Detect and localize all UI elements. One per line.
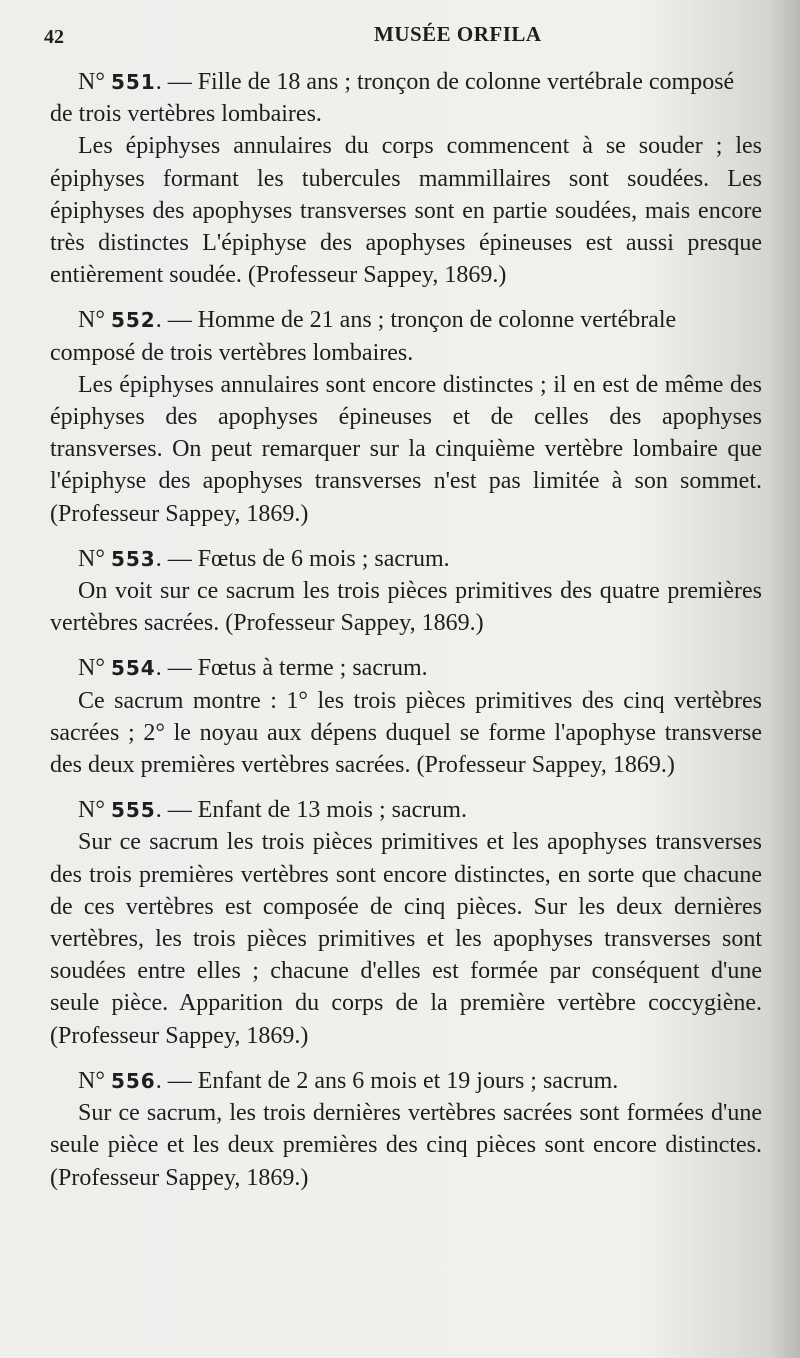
catalog-entry-552 xyxy=(50,304,762,529)
entry-heading xyxy=(50,794,762,826)
catalog-entry-556 xyxy=(50,1065,762,1194)
entry-heading xyxy=(50,304,762,368)
catalog-entry-553 xyxy=(50,543,762,640)
entry-heading xyxy=(50,66,762,130)
entry-body: Sur ce sacrum, les trois dernières vertèbres sacrées sont formées d'une seule pièce et les deux premières des cinq pièces sont encore distinctes. (Professeur Sappey, 1869.) xyxy=(50,1100,762,1191)
entry-description: . — Fœtus à terme ; sacrum. xyxy=(155,655,428,682)
page-number: 42 xyxy=(44,26,64,48)
entry-body: Sur ce sacrum les trois pièces primitives et les apophyses transverses des trois premières vertèbres sont encore distinctes, en sorte que chacune de ces vertèbres est composée de cinq pièces. Sur les deux dernières vertèbres, les trois pièces primitives et les apophyses transverses sont soudées entre elles ; chacune d'elles est formée par conséquent d'une seule pièce. Apparition du corps de la première vertèbre coccygiène. (Professeur Sappey, 1869.) xyxy=(50,829,762,1049)
entry-prefix: N° xyxy=(78,545,105,572)
entry-number: 553 xyxy=(110,546,156,571)
entry-number: 552 xyxy=(110,308,156,333)
entry-description: . — Enfant de 2 ans 6 mois et 19 jours ; sacrum. xyxy=(155,1067,619,1094)
catalog-entries xyxy=(50,66,762,1207)
entry-prefix: N° xyxy=(78,655,105,682)
entry-prefix: N° xyxy=(78,1067,105,1094)
entry-heading xyxy=(50,543,762,575)
entry-number: 556 xyxy=(110,1068,156,1093)
entry-heading xyxy=(50,652,762,684)
page-header-title: MUSÉE ORFILA xyxy=(374,22,542,46)
entry-description: . — Enfant de 13 mois ; sacrum. xyxy=(155,797,467,824)
entry-prefix: N° xyxy=(78,307,105,334)
catalog-entry-555 xyxy=(50,794,762,1052)
entry-prefix: N° xyxy=(78,69,105,95)
catalog-entry-554 xyxy=(50,652,762,781)
entry-description: . — Fœtus de 6 mois ; sacrum. xyxy=(155,545,450,572)
entry-description: . — Fille de 18 ans ; tronçon de colonne vertébrale composé de trois vertèbres lombaires. xyxy=(50,69,735,128)
entry-body: On voit sur ce sacrum les trois pièces primitives des quatre premières vertèbres sacrées. (Professeur Sappey, 1869.) xyxy=(50,578,762,637)
entry-number: 555 xyxy=(110,798,156,823)
running-head xyxy=(44,20,764,50)
entry-number: 551 xyxy=(110,70,156,94)
entry-body: Les épiphyses annulaires sont encore distinctes ; il en est de même des épiphyses des apophyses épineuses et de celles des apophyses transverses. On peut remarquer sur la cinquième vertèbre lombaire que l'épiphyse des apophyses transverses n'est pas limitée à son sommet. (Professeur Sappey, 1869.) xyxy=(50,371,762,527)
entry-prefix: N° xyxy=(78,797,105,824)
entry-body: Ce sacrum montre : 1° les trois pièces primitives des cinq vertèbres sacrées ; 2° le noyau aux dépens duquel se forme l'apophyse transverse des deux premières vertèbres sacrées. (Professeur Sappey, 1869.) xyxy=(50,687,762,779)
entry-heading xyxy=(50,1065,762,1097)
catalog-entry-551 xyxy=(50,66,762,291)
entry-description: . — Homme de 21 ans ; tronçon de colonne vertébrale composé de trois vertèbres lombaires. xyxy=(50,307,677,366)
entry-body: Les épiphyses annulaires du corps commencent à se souder ; les épiphyses formant les tubercules mammillaires sont soudées. Les épiphyses des apophyses transverses sont en partie soudées, mais encore très distinctes L'épiphyse des apophyses épineuses est aussi presque entièrement soudée. (Professeur Sappey, 1869.) xyxy=(50,133,762,289)
entry-number: 554 xyxy=(110,656,156,681)
